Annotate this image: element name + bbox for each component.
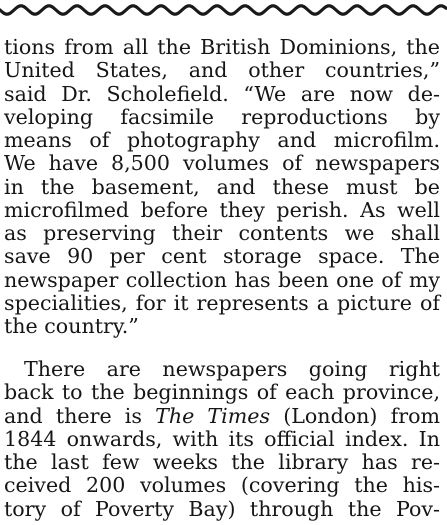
text-line: said Dr. Scholefield. “We are now de- [4,81,440,106]
paragraph-1 [4,36,440,338]
text-line: veloping facsimile reproductions by [4,104,440,129]
text-line: We have 8,500 volumes of newspapers [4,151,440,176]
text-line: as preserving their contents we shall [4,221,440,245]
text-line: tions from all the British Dominions, the [4,35,440,59]
text-line: tory of Poverty Bay) through the Pov- [4,496,440,521]
text-line: newspaper collection has been one of my [4,267,440,292]
text-line: United States, and other countries,” [4,58,440,83]
text-line: back to the beginnings of each province, [4,380,440,405]
text-line [4,405,440,428]
text-line: 1844 onwards, with its official index. In [4,426,440,451]
text-line: the last few weeks the library has re- [4,450,440,474]
text-line: in the basement, and these must be [4,174,440,199]
text-line: microfilmed before they perish. As well [4,197,440,222]
text-line: specialities, for it represents a picture of [4,290,440,315]
wavy-rule-divider [0,0,447,20]
text-line: means of photography and microfilm. [4,128,440,152]
paragraph-2 [4,358,440,521]
italic-title: The Times [155,403,271,428]
text-line: the country.” [4,314,139,338]
text-line: ceived 200 volumes (covering the his- [4,473,440,498]
text-segment: (London) from [270,403,440,428]
text-segment: and there is [4,403,156,428]
text-line: save 90 per cent storage space. The [4,244,440,269]
text-line: There are newspapers going right [24,357,440,381]
